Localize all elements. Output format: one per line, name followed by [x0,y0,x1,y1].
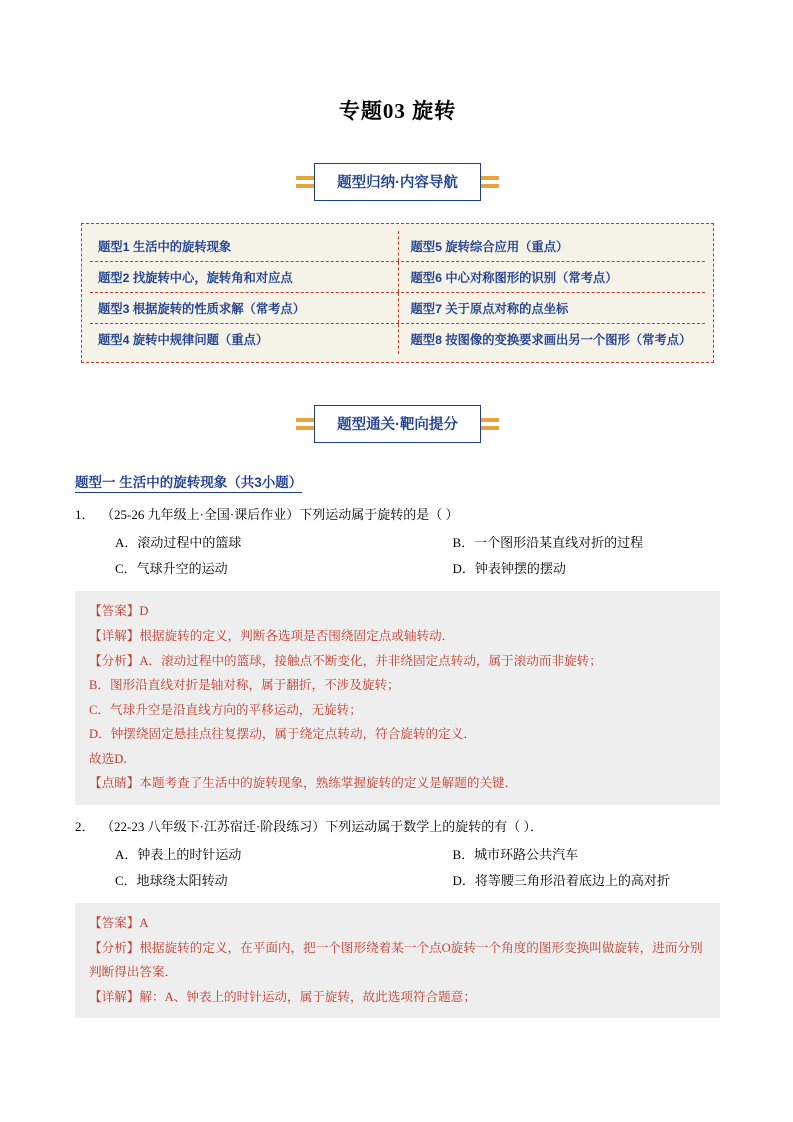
banner-content-navigation [75,163,720,201]
question-1-option-d[interactable]: D．钟表钟摆的摆动 [452,561,566,577]
question-2-text: （22-23 八年级下·江苏宿迁·阶段练习）下列运动属于数学上的旋转的有（ ）． [101,818,543,834]
question-2-option-d[interactable]: D．将等腰三角形沿着底边上的高对折 [452,873,670,889]
section-heading: 题型一 生活中的旋转现象（共3小题） [75,471,302,493]
question-2-stem [75,817,720,837]
question-2-number: 2． [75,818,95,834]
banner-practice [75,405,720,443]
banner-practice-label: 题型通关·靶向提分 [314,405,481,443]
table-row [90,262,705,293]
banner-content-navigation-label: 题型归纳·内容导航 [314,163,481,201]
answer-line: 【分析】根据旋转的定义，在平面内，把一个图形绕着某一个点O旋转一个角度的图形变换叫做旋转，进而分别判断得出答案． [89,940,703,980]
page-content [75,0,720,1018]
answer-line: 故选D． [89,751,136,766]
answer-line: 【详解】解：A、钟表上的时针运动，属于旋转，故此选项符合题意； [89,989,476,1004]
question-2-options [101,842,720,894]
index-item-2[interactable]: 题型2 找旋转中心，旋转角和对应点 [98,271,293,285]
answer-line: 【分析】A．滚动过程中的篮球，接触点不断变化，并非绕固定点转动，属于滚动而非旋转； [89,653,602,668]
answer-line: 【答案】A [89,916,149,931]
answer-line: C．气球升空是沿直线方向的平移运动，无旋转； [89,702,362,717]
question-1-text: （25-26 九年级上·全国·课后作业）下列运动属于旋转的是（ ） [101,507,459,522]
question-1 [75,505,720,805]
index-item-7[interactable]: 题型7 关于原点对称的点坐标 [398,293,706,323]
table-row [90,231,705,262]
question-2-option-a[interactable]: A．钟表上的时针运动 [115,846,242,862]
question-2-answer-block [75,903,720,1018]
answer-line: 【答案】D [89,604,149,619]
question-1-option-b[interactable]: B．一个图形沿某直线对折的过程 [452,535,644,551]
table-row [90,293,705,324]
question-1-stem [75,505,720,525]
question-1-option-c[interactable]: C．气球升空的运动 [115,561,228,577]
index-item-8[interactable]: 题型8 按图像的变换要求画出另一个图形（常考点） [398,324,706,354]
index-item-5[interactable]: 题型5 旋转综合应用（重点） [398,231,706,261]
page-title: 专题03 旋转 [338,99,457,123]
table-row [90,324,705,354]
question-2 [75,817,720,1019]
question-2-option-b[interactable]: B．城市环路公共汽车 [452,846,579,862]
index-item-4[interactable]: 题型4 旋转中规律问题（重点） [98,333,269,347]
question-1-options [101,530,720,582]
index-item-6[interactable]: 题型6 中心对称图形的识别（常考点） [398,262,706,292]
answer-line: 【点睛】本题考查了生活中的旋转现象，熟练掌握旋转的定义是解题的关键． [89,776,518,791]
index-item-3[interactable]: 题型3 根据旋转的性质求解（常考点） [98,302,306,316]
answer-line: 【详解】根据旋转的定义，判断各选项是否围绕固定点或轴转动． [89,628,455,643]
question-1-answer-block [75,591,720,804]
index-item-1[interactable]: 题型1 生活中的旋转现象 [98,240,232,254]
answer-line: D．钟摆绕固定悬挂点往复摆动，属于绕定点转动，符合旋转的定义． [89,727,476,742]
question-1-option-a[interactable]: A．滚动过程中的篮球 [115,535,242,551]
topic-index-table [81,223,714,363]
answer-line: B．图形沿直线对折是轴对称，属于翻折，不涉及旋转； [89,678,400,693]
question-1-number: 1． [75,507,95,522]
question-2-option-c[interactable]: C．地球绕太阳转动 [115,873,228,889]
